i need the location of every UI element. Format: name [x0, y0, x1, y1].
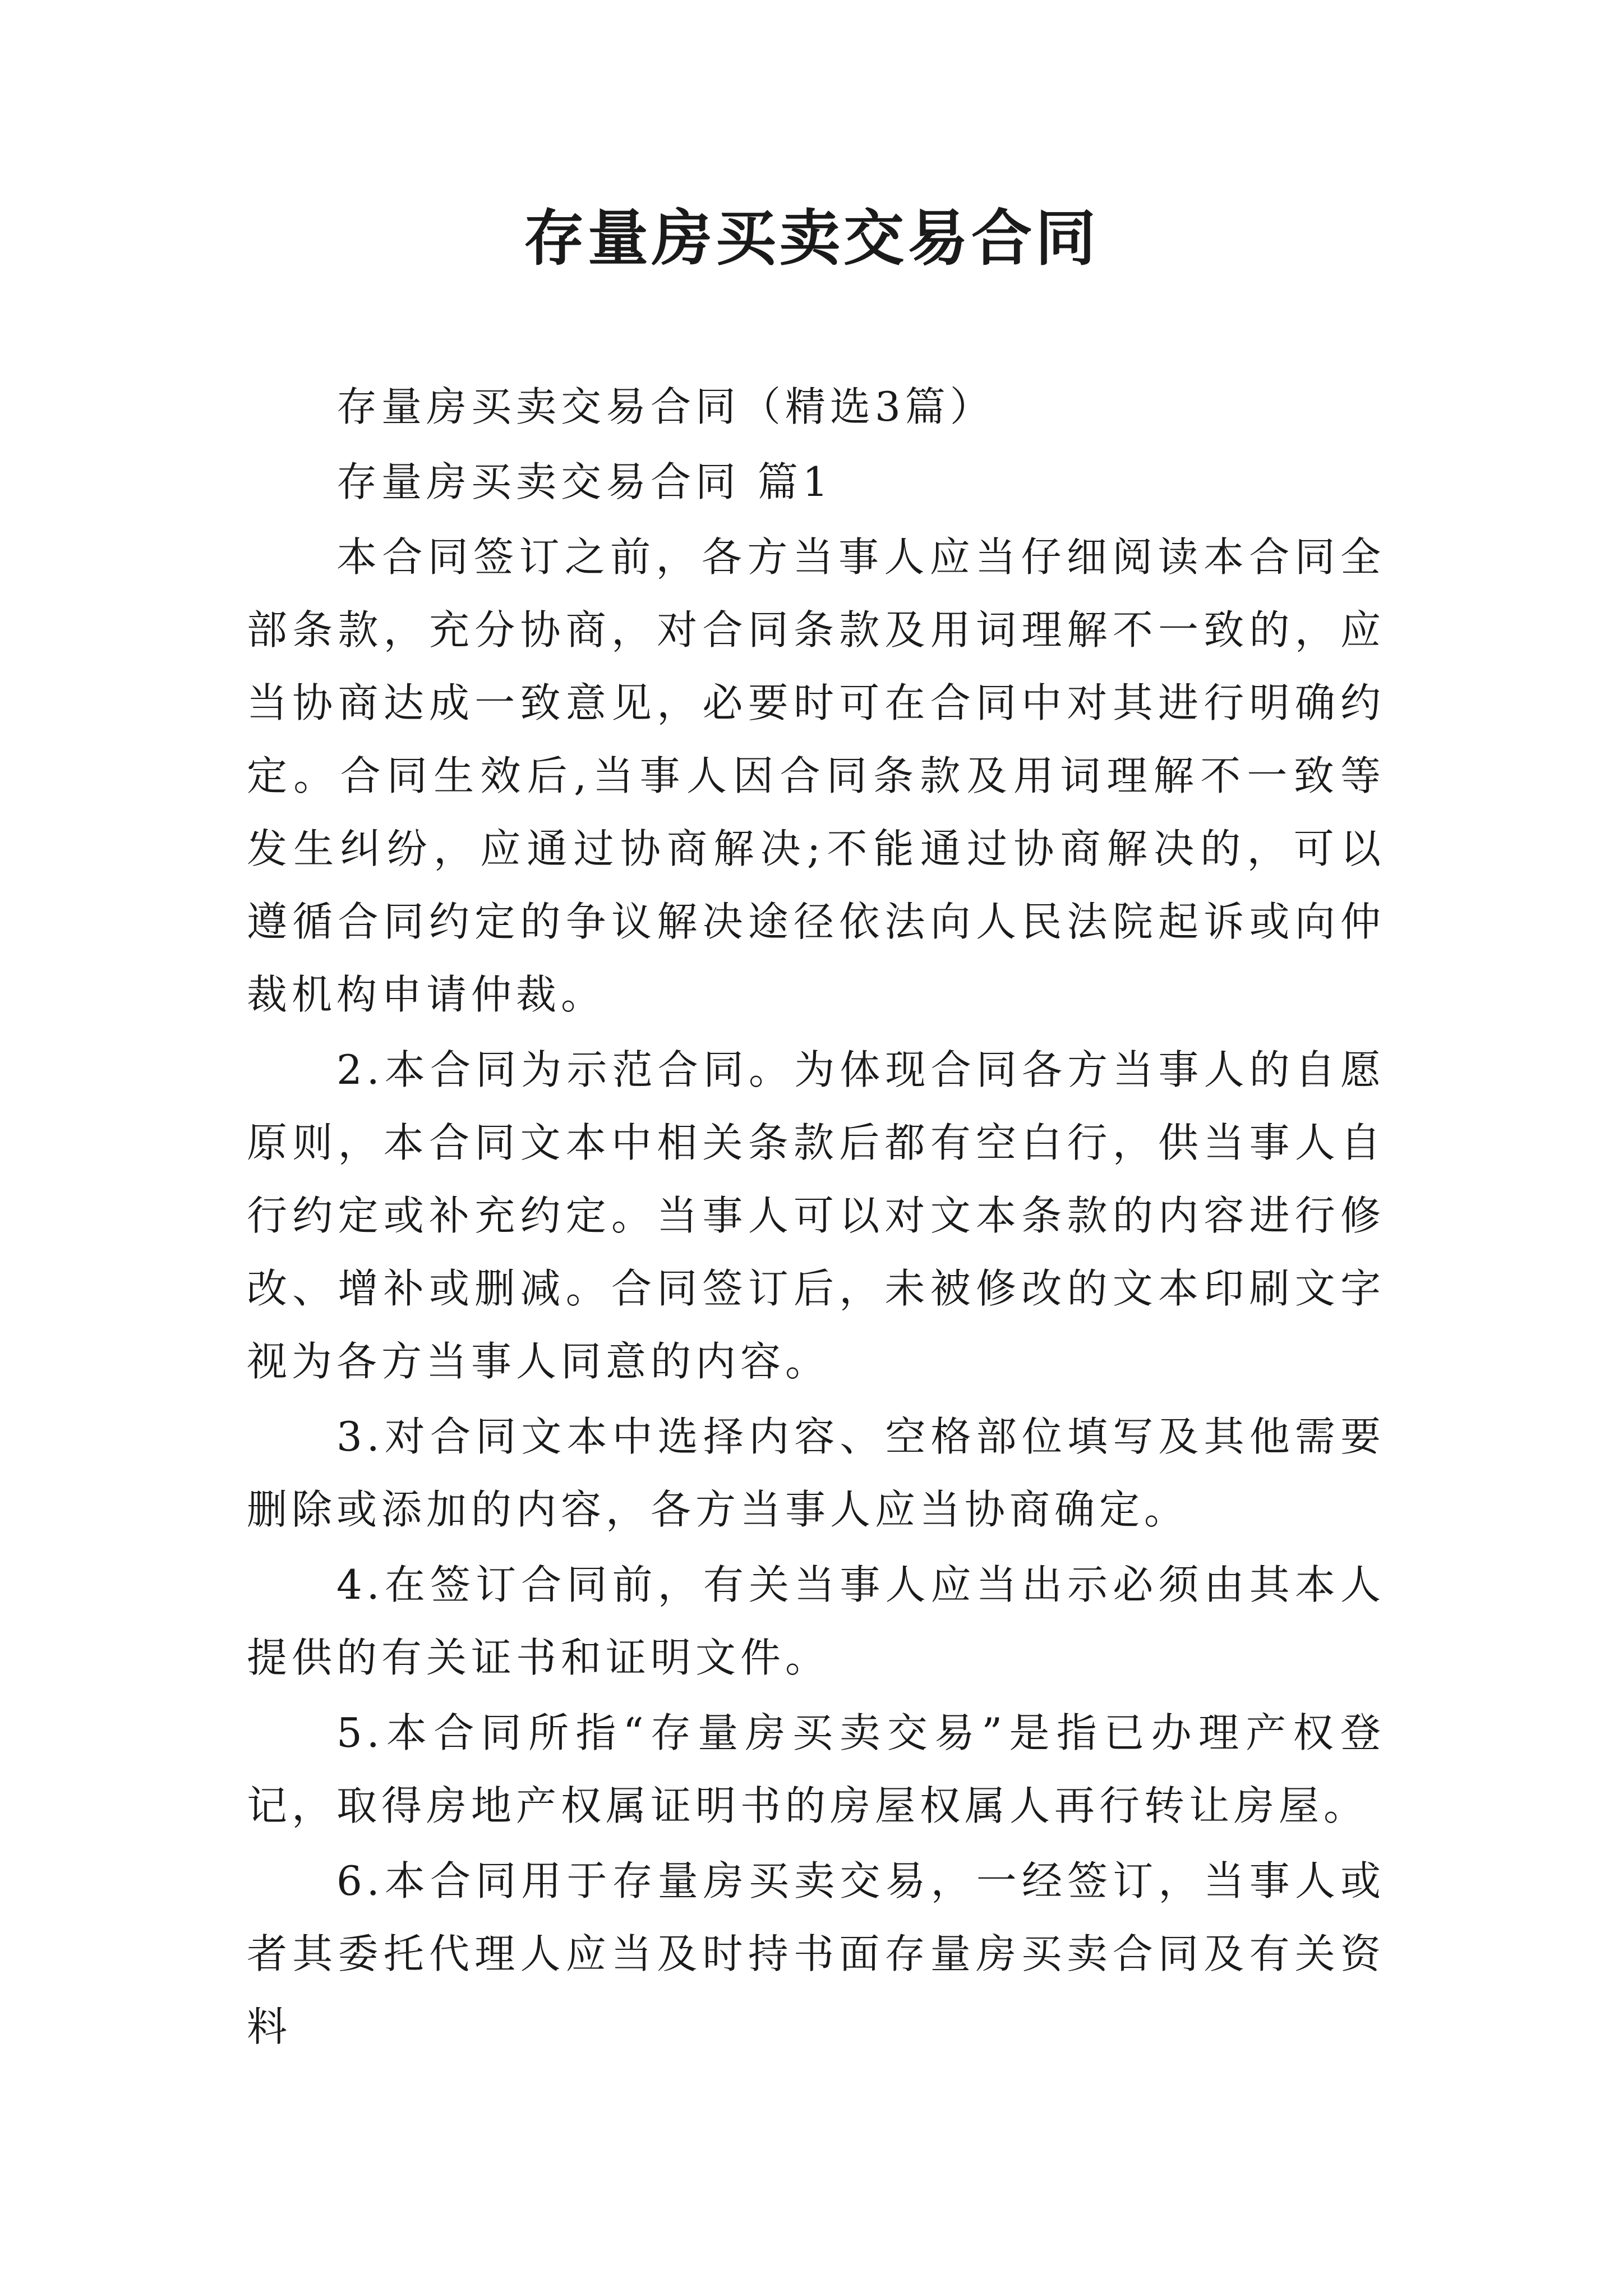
paragraph-section-heading: 存量房买卖交易合同 篇1: [336, 458, 833, 505]
paragraph-item-4: 4.在签订合同前，有关当事人应当出示必须由其本人提供的有关证书和证明文件。: [247, 1561, 1385, 1681]
paragraph-item-2: 2.本合同为示范合同。为体现合同各方当事人的自愿原则，本合同文本中相关条款后都有空白行，供当事人自行约定或补充约定。当事人可以对文本条款的内容进行修改、增补或删减。合同签订后，未被修改的文本印刷文字视为各方当事人同意的内容。: [247, 1046, 1385, 1385]
paragraph-item-6: 6.本合同用于存量房买卖交易，一经签订，当事人或者其委托代理人应当及时持书面存量房买卖合同及有关资料: [247, 1857, 1385, 2050]
paragraph-item-5: 5.本合同所指“存量房买卖交易”是指已办理产权登记，取得房地产权属证明书的房屋权属人再行转让房屋。: [247, 1709, 1385, 1829]
document-body: [247, 370, 1385, 2065]
paragraph-intro: 本合同签订之前，各方当事人应当仔细阅读本合同全部条款，充分协商，对合同条款及用词理解不一致的，应当协商达成一致意见，必要时可在合同中对其进行明确约定。合同生效后,当事人因合同条款及用词理解不一致等发生纠纷，应通过协商解决;不能通过协商解决的，可以遵循合同约定的争议解决途径依法向人民法院起诉或向仲裁机构申请仲裁。: [247, 533, 1385, 1018]
paragraph-collection-title: 存量房买卖交易合同（精选3篇）: [336, 383, 995, 430]
document-title: 存量房买卖交易合同: [523, 203, 1099, 274]
paragraph-item-3: 3.对合同文本中选择内容、空格部位填写及其他需要删除或添加的内容，各方当事人应当协商确定。: [247, 1413, 1385, 1533]
